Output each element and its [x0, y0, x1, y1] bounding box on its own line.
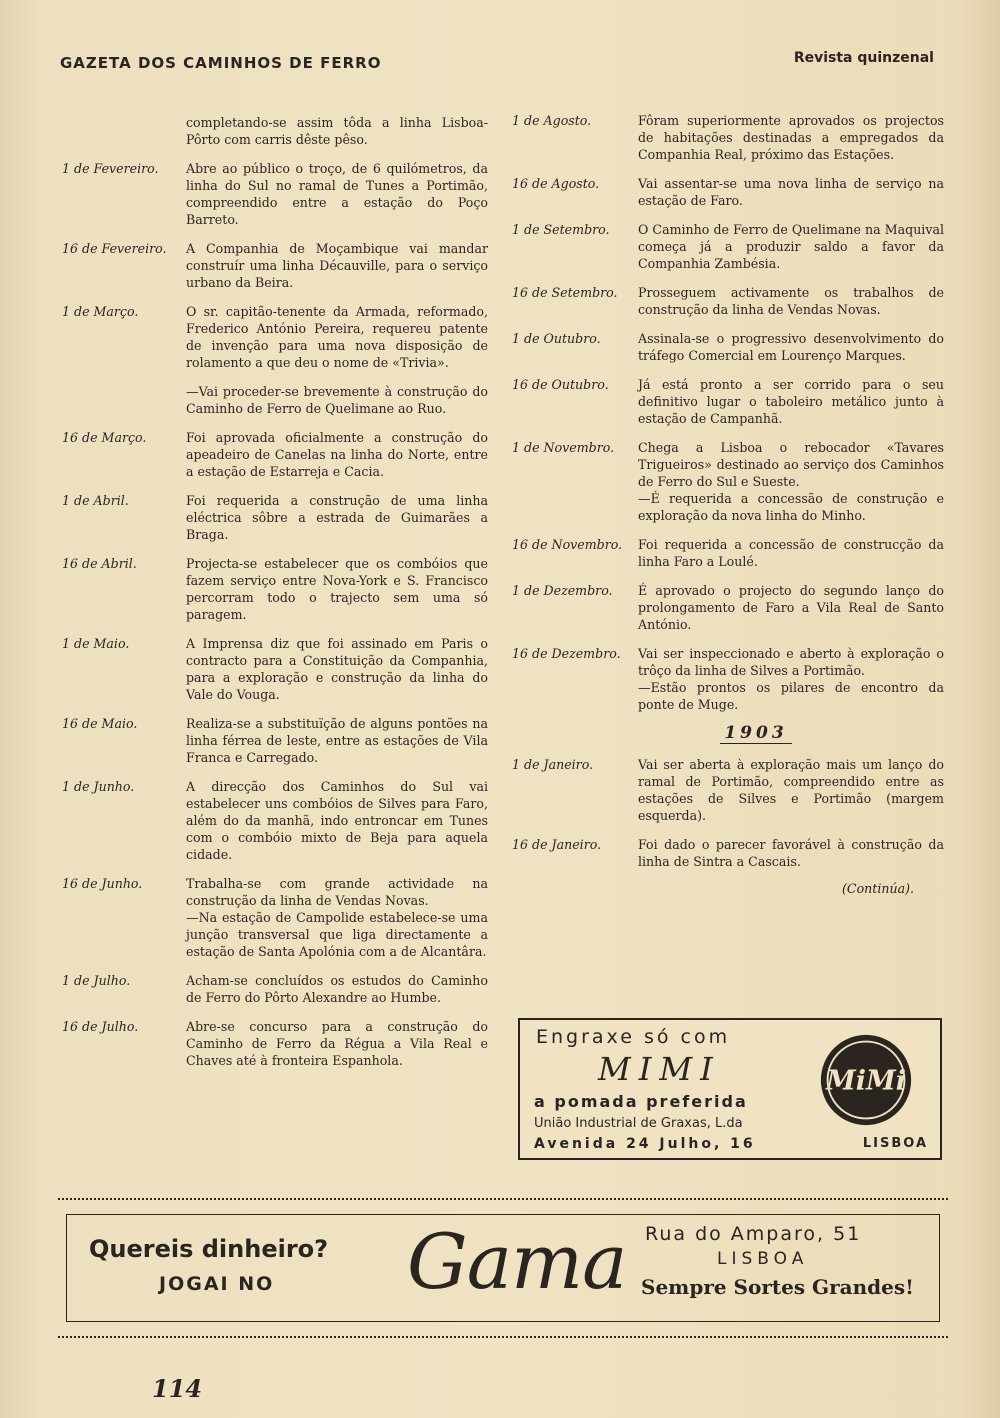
entry-main-text: Trabalha-se com grande actividade na construção da linha de Vendas Novas. [186, 876, 488, 908]
mimi-ad-tagline: a pomada preferida [534, 1092, 748, 1111]
chronology-entry [508, 645, 944, 713]
mimi-brand: MIMI [598, 1050, 721, 1088]
entry-date: 16 de Dezembro. [512, 646, 621, 661]
gama-ad-question: Quereis dinheiro? [89, 1235, 329, 1263]
entry-text: Abre-se concurso para a construção do Caminho de Ferro da Régua a Vila Real e Chaves até à fronteira Espanhola. [186, 1019, 488, 1068]
journal-title: GAZETA DOS CAMINHOS DE FERRO [60, 54, 382, 72]
mimi-logo-text: MiMi [826, 1065, 906, 1097]
chronology-entry [58, 383, 488, 417]
entry-text: Foi requerida a construção de uma linha eléctrica sôbre a estrada de Guimarães a Braga. [186, 493, 488, 542]
entry-text [638, 439, 944, 524]
entry-date: 16 de Fevereiro. [62, 241, 167, 256]
gama-ad-slogan: Sempre Sortes Grandes! [641, 1275, 914, 1299]
chronology-entry [58, 875, 488, 960]
chronology-entry [58, 240, 488, 291]
mimi-ad-company: União Industrial de Graxas, L.da [534, 1116, 743, 1131]
entry-text: Foi aprovada oficialmente a construção do apeadeiro de Canelas na linha do Norte, entre a estação de Estarreja e Cacia. [186, 430, 488, 479]
entry-main-text: Vai ser inspeccionado e aberto à exploração o trôço da linha de Silves a Portimão. [638, 646, 944, 678]
chronology-entry [58, 715, 488, 766]
chronology-entry [58, 114, 488, 148]
entry-text: Projecta-se estabelecer que os combóios que fazem serviço entre Nova-York e S. Francisco percorram todo o trajecto sem uma só paragem. [186, 556, 488, 622]
entry-date: 1 de Setembro. [512, 222, 610, 237]
entry-text: Foi dado o parecer favorável à construção da linha de Sintra a Cascais. [638, 837, 944, 869]
gama-ad-call: JOGAI NO [159, 1273, 275, 1295]
entry-main-text: Chega a Lisboa o rebocador «Tavares Trigueiros» destinado ao serviço dos Caminhos de Ferro do Sul e Sueste. [638, 440, 944, 489]
entry-text: A Imprensa diz que foi assinado em Paris o contracto para a Constituição da Companhia, para a exploração e construção da linha do Vale do Vouga. [186, 636, 488, 702]
chronology-entry [58, 1018, 488, 1069]
gama-ad-city: LISBOA [717, 1249, 809, 1269]
entry-date: 1 de Agosto. [512, 113, 592, 128]
entry-text: Acham-se concluídos os estudos do Caminho de Ferro do Pôrto Alexandre ao Humbe. [186, 973, 488, 1005]
chronology-entry [508, 439, 944, 524]
entry-date: 16 de Novembro. [512, 537, 623, 552]
entry-date: 1 de Maio. [62, 636, 130, 651]
entry-extra-text: —É requerida a concessão de construção e exploração da nova linha do Minho. [638, 491, 944, 523]
chronology-entry [58, 555, 488, 623]
mimi-ad-city: LISBOA [862, 1136, 928, 1151]
entry-date: 16 de Junho. [62, 876, 143, 891]
entry-text: —Vai proceder-se brevemente à construção do Caminho de Ferro de Quelimane ao Ruo. [186, 384, 488, 416]
entry-text: É aprovado o projecto do segundo lanço do prolongamento de Faro a Vila Real de Santo António. [638, 583, 944, 632]
chronology-entry [58, 160, 488, 228]
entry-date: 16 de Julho. [62, 1019, 139, 1034]
entry-text: Fôram superiormente aprovados os projectos de habitações destinadas a empregados da Companhia Real, próximo das Estações. [638, 113, 944, 162]
year-heading-text: 1903 [720, 723, 791, 744]
entry-text [638, 645, 944, 713]
mimi-advertisement [518, 1018, 942, 1160]
chronology-entry [58, 972, 488, 1006]
entry-text: A Companhia de Moçambique vai mandar construír uma linha Décauville, para o serviço urbano da Beira. [186, 241, 488, 290]
chronology-entry [508, 376, 944, 427]
entry-text: Prosseguem activamente os trabalhos de construção da linha de Vendas Novas. [638, 285, 944, 317]
chronology-entry [58, 778, 488, 863]
entry-date [58, 114, 186, 148]
entry-date: 16 de Maio. [62, 716, 138, 731]
chronology-entry [508, 536, 944, 570]
entry-date: 1 de Julho. [62, 973, 131, 988]
mimi-ad-line1: Engraxe só com [536, 1026, 731, 1048]
entry-text: O sr. capitão-tenente da Armada, reformado, Frederico António Pereira, requereu patente de invenção para uma nova disposição de rolamento a que deu o nome de «Trivia». [186, 304, 488, 370]
gama-ad-frame [66, 1214, 940, 1322]
entry-date: 1 de Abril. [62, 493, 129, 508]
entry-date [58, 383, 186, 417]
entry-date: 1 de Dezembro. [512, 583, 613, 598]
entry-date: 16 de Março. [62, 430, 147, 445]
chronology-entry [58, 303, 488, 371]
chronology-entry [508, 221, 944, 272]
chronology-entry [508, 175, 944, 209]
entry-text: completando-se assim tôda a linha Lisboa-Pôrto com carris dêste pêso. [186, 115, 488, 147]
entry-date: 1 de Janeiro. [512, 757, 594, 772]
page-number: 114 [152, 1374, 203, 1403]
entry-text [186, 875, 488, 960]
entry-text: Já está pronto a ser corrido para o seu definitivo lugar o taboleiro metálico junto à estação de Campanhã. [638, 377, 944, 426]
entry-date: 16 de Janeiro. [512, 837, 602, 852]
entry-date: 16 de Outubro. [512, 377, 609, 392]
entry-date: 1 de Outubro. [512, 331, 601, 346]
chronology-entry [508, 836, 944, 870]
entry-text: Assinala-se o progressivo desenvolvimento do tráfego Comercial em Lourenço Marques. [638, 331, 944, 363]
right-column [508, 112, 944, 897]
mimi-tin-logo-icon [818, 1032, 914, 1128]
continued-note: (Continúa). [842, 881, 914, 896]
gama-advertisement [58, 1198, 948, 1338]
chronology-entry [58, 635, 488, 703]
gama-brand: Gama [407, 1217, 627, 1306]
entry-date: 1 de Junho. [62, 779, 135, 794]
chronology-entry [508, 284, 944, 318]
entry-text: Abre ao público o troço, de 6 quilómetros, da linha do Sul no ramal de Tunes a Portimão, compreendido entre a estação do Poço Barreto. [186, 161, 488, 227]
chronology-entry [508, 112, 944, 163]
entry-extra-text: —Estão prontos os pilares de encontro da ponte de Muge. [638, 680, 944, 712]
chronology-entry [58, 492, 488, 543]
entry-date: 16 de Agosto. [512, 176, 600, 191]
chronology-entry [508, 756, 944, 824]
entry-text: Realiza-se a substituïção de alguns pontões na linha férrea de leste, entre as estações de Vila Franca e Carregado. [186, 716, 488, 765]
entry-date: 16 de Setembro. [512, 285, 618, 300]
entry-text: Vai assentar-se uma nova linha de serviço na estação de Faro. [638, 176, 944, 208]
entry-text: Vai ser aberta à exploração mais um lanço do ramal de Portimão, compreendido entre as estações de Silves e Portimão (margem esquerda). [638, 757, 944, 823]
entry-text: O Caminho de Ferro de Quelimane na Maquival começa já a produzir saldo a favor da Companhia Zambésia. [638, 222, 944, 271]
journal-subtitle: Revista quinzenal [793, 50, 934, 66]
mimi-ad-address: Avenida 24 Julho, 16 [534, 1136, 756, 1152]
left-column [58, 114, 488, 1081]
year-heading [568, 725, 944, 742]
chronology-entry [508, 582, 944, 633]
entry-text: Foi requerida a concessão de construcção da linha Faro a Loulé. [638, 537, 944, 569]
chronology-entry [508, 330, 944, 364]
entry-extra-text: —Na estação de Campolide estabelece-se uma junção transversal que liga directamente a estação de Santa Apolónia com a de Alcantâra. [186, 910, 488, 959]
entry-text: A direcção dos Caminhos do Sul vai estabelecer uns combóios de Silves para Faro, além do da manhã, indo entroncar em Tunes com o combóio mixto de Beja para aquela cidade. [186, 779, 488, 862]
chronology-entry [58, 429, 488, 480]
entry-date: 1 de Março. [62, 304, 139, 319]
entry-date: 16 de Abril. [62, 556, 137, 571]
entry-date: 1 de Novembro. [512, 440, 615, 455]
gama-ad-address: Rua do Amparo, 51 [645, 1223, 862, 1245]
entry-date: 1 de Fevereiro. [62, 161, 159, 176]
